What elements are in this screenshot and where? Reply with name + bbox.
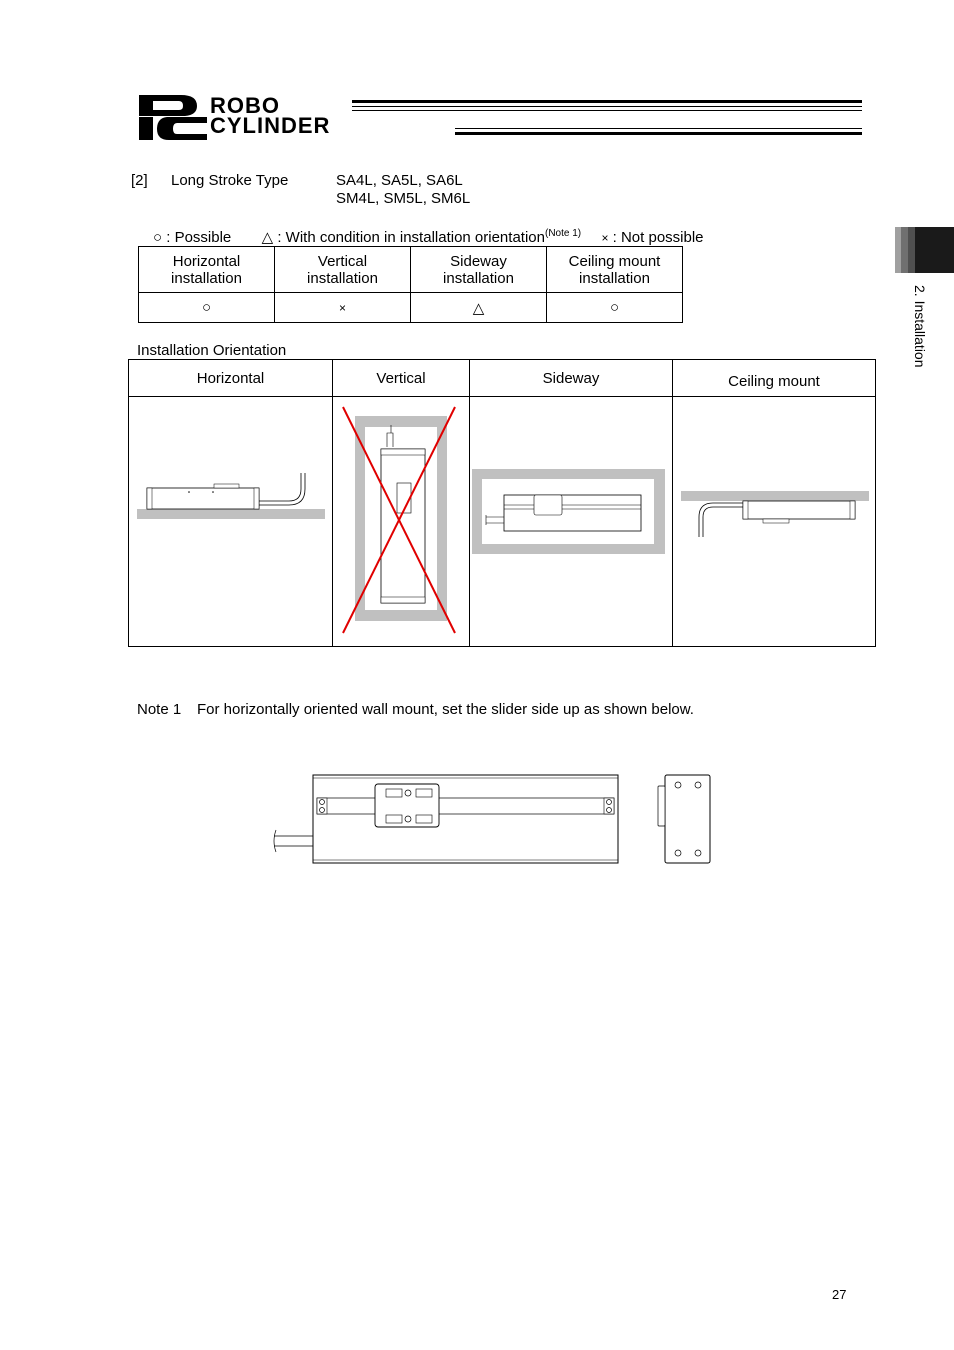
header-rule xyxy=(352,100,862,111)
orient-cell-ceiling xyxy=(673,397,876,647)
orient-header-ceiling: Ceiling mount xyxy=(673,360,876,397)
orient-header-sideway: Sideway xyxy=(470,360,673,397)
orient-header-horizontal: Horizontal xyxy=(129,360,333,397)
condition-label: : With condition in installation orientation xyxy=(273,229,545,246)
note-label: Note 1 xyxy=(137,701,182,718)
logo-line-2: CYLINDER xyxy=(210,113,331,138)
ceiling-mount-diagram xyxy=(673,397,875,642)
models-line-2: SM4L, SM5L, SM6L xyxy=(336,190,471,207)
installation-suitability-table xyxy=(138,246,683,323)
orient-cell-vertical xyxy=(333,397,470,647)
value-horizontal: ○ xyxy=(139,293,275,323)
orientation-caption: Installation Orientation xyxy=(137,342,287,359)
logo-line-1: ROBO xyxy=(210,93,280,118)
header-horizontal: Horizontal installation xyxy=(139,247,275,293)
chapter-tab-label: 2. Installation xyxy=(912,285,928,368)
orientation-table xyxy=(128,359,876,647)
chapter-tab xyxy=(895,227,954,273)
models-line-1: SA4L, SA5L, SA6L xyxy=(336,172,463,189)
header-sideway: Sideway installation xyxy=(411,247,547,293)
page-number: 27 xyxy=(832,1287,847,1302)
value-sideway: △ xyxy=(411,293,547,323)
sideway-mount-diagram xyxy=(470,397,672,642)
value-ceiling: ○ xyxy=(547,293,683,323)
possible-symbol: ○ xyxy=(153,229,163,246)
condition-symbol: △ xyxy=(261,229,274,246)
not-possible-symbol: × xyxy=(601,231,609,245)
value-vertical: × xyxy=(275,293,411,323)
header-ceiling: Ceiling mount installation xyxy=(547,247,683,293)
robo-cylinder-logo-icon xyxy=(137,93,209,141)
orient-cell-horizontal xyxy=(129,397,333,647)
vertical-mount-diagram xyxy=(333,397,469,642)
orient-cell-sideway xyxy=(470,397,673,647)
condition-note-ref: (Note 1) xyxy=(544,228,582,239)
note-text: For horizontally oriented wall mount, set the slider side up as shown below. xyxy=(197,701,694,718)
section-title: Long Stroke Type xyxy=(171,172,289,189)
header-vertical: Vertical installation xyxy=(275,247,411,293)
orient-header-vertical: Vertical xyxy=(333,360,470,397)
horizontal-mount-diagram xyxy=(129,397,332,642)
section-number: [2] xyxy=(131,172,148,189)
legend xyxy=(153,228,704,246)
logo-wordmark xyxy=(210,93,331,138)
not-possible-label: : Not possible xyxy=(608,229,704,246)
header-rule-lower xyxy=(455,128,862,135)
possible-label: : Possible xyxy=(162,229,232,246)
wall-mount-slider-up-diagram xyxy=(268,768,718,868)
